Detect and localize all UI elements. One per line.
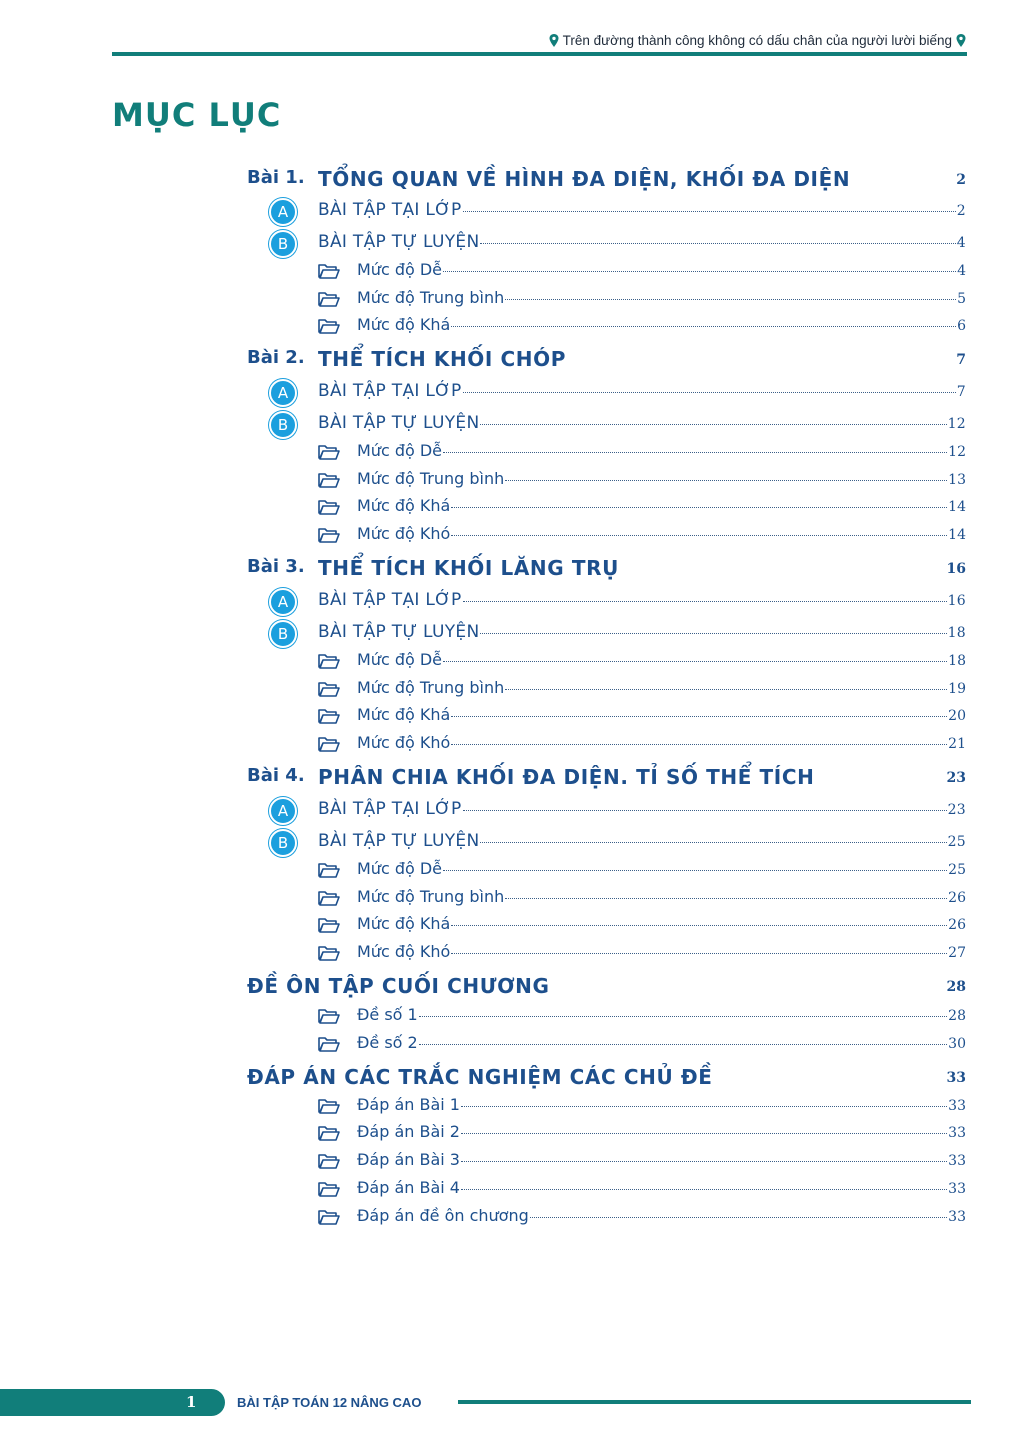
- lesson-page: 16: [946, 561, 966, 577]
- toc-subsection[interactable]: [0, 260, 1024, 286]
- subsection-page: 27: [948, 945, 966, 961]
- folder-open-icon: [318, 291, 340, 307]
- subsection-page: 14: [948, 499, 966, 515]
- section-label: BÀI TẬP TẠI LỚP: [318, 799, 462, 819]
- folder-open-icon: [318, 444, 340, 460]
- map-pin-icon: [956, 34, 966, 47]
- subsection-label: Mức độ Khá: [357, 315, 451, 334]
- subsection-page: 20: [948, 708, 966, 724]
- folder-open-icon: [318, 736, 340, 752]
- header-rule: [112, 52, 967, 56]
- subsection-label: Đáp án Bài 3: [357, 1150, 460, 1169]
- section-label: BÀI TẬP TẠI LỚP: [318, 381, 462, 401]
- subsection-label: Đề số 2: [357, 1033, 418, 1052]
- header-motto: [549, 33, 966, 48]
- subsection-page: 14: [948, 527, 966, 543]
- subsection-page: 26: [948, 890, 966, 906]
- section-page: 4: [956, 235, 966, 251]
- toc-review[interactable]: [0, 974, 1024, 1000]
- section-badge-b: B: [269, 620, 297, 648]
- subsection-label: Mức độ Trung bình: [357, 887, 505, 906]
- section-page: 23: [947, 802, 966, 818]
- folder-open-icon: [318, 499, 340, 515]
- folder-open-icon: [318, 708, 340, 724]
- subsection-page: 19: [948, 681, 966, 697]
- folder-open-icon: [318, 1036, 340, 1052]
- subsection-page: 28: [948, 1008, 966, 1024]
- toc-answers[interactable]: [0, 1065, 1024, 1091]
- toc-subsection[interactable]: [0, 705, 1024, 731]
- section-label: BÀI TẬP TỰ LUYỆN: [318, 831, 480, 851]
- subsection-label: Mức độ Khó: [357, 524, 451, 543]
- section-badge-b: B: [269, 411, 297, 439]
- section-badge-a: A: [269, 198, 297, 226]
- toc-subsection[interactable]: [0, 1150, 1024, 1176]
- toc-section-a[interactable]: [0, 381, 1024, 407]
- toc-subsection[interactable]: [0, 1033, 1024, 1059]
- folder-open-icon: [318, 945, 340, 961]
- section-badge-a: A: [269, 588, 297, 616]
- toc-subsection[interactable]: [0, 1095, 1024, 1121]
- toc-section-b[interactable]: [0, 831, 1024, 857]
- lesson-page: 2: [956, 172, 966, 188]
- subsection-page: 21: [948, 736, 966, 752]
- lesson-title: THỂ TÍCH KHỐI LĂNG TRỤ: [318, 556, 619, 580]
- chapter-page: 28: [946, 979, 966, 995]
- section-badge-a: A: [269, 797, 297, 825]
- toc-subsection[interactable]: [0, 887, 1024, 913]
- toc-section-a[interactable]: [0, 200, 1024, 226]
- chapter-title: ĐÁP ÁN CÁC TRẮC NGHIỆM CÁC CHỦ ĐỀ: [247, 1065, 713, 1089]
- toc-subsection[interactable]: [0, 942, 1024, 968]
- subsection-label: Mức độ Dễ: [357, 260, 443, 279]
- toc-section-a[interactable]: [0, 590, 1024, 616]
- subsection-label: Mức độ Trung bình: [357, 288, 505, 307]
- section-page: 7: [956, 384, 966, 400]
- folder-open-icon: [318, 890, 340, 906]
- toc-subsection[interactable]: [0, 1122, 1024, 1148]
- subsection-page: 25: [948, 862, 966, 878]
- page-title: MỤC LỤC: [112, 96, 282, 134]
- subsection-label: Mức độ Khá: [357, 914, 451, 933]
- subsection-label: Mức độ Khó: [357, 733, 451, 752]
- subsection-label: Đáp án Bài 1: [357, 1095, 460, 1114]
- subsection-page: 6: [957, 318, 966, 334]
- section-label: BÀI TẬP TẠI LỚP: [318, 200, 462, 220]
- folder-open-icon: [318, 527, 340, 543]
- subsection-page: 33: [948, 1209, 966, 1225]
- subsection-label: Mức độ Dễ: [357, 441, 443, 460]
- folder-open-icon: [318, 1125, 340, 1141]
- toc-section-b[interactable]: [0, 622, 1024, 648]
- subsection-page: 33: [948, 1181, 966, 1197]
- folder-open-icon: [318, 653, 340, 669]
- subsection-label: Mức độ Khó: [357, 942, 451, 961]
- toc-subsection[interactable]: [0, 859, 1024, 885]
- toc-subsection[interactable]: [0, 733, 1024, 759]
- subsection-page: 33: [948, 1098, 966, 1114]
- subsection-page: 30: [948, 1036, 966, 1052]
- toc-subsection[interactable]: [0, 678, 1024, 704]
- lesson-number: Bài 2.: [247, 347, 305, 368]
- section-page: 12: [947, 416, 966, 432]
- subsection-label: Đáp án đề ôn chương: [357, 1206, 529, 1225]
- folder-open-icon: [318, 318, 340, 334]
- toc-section-a[interactable]: [0, 799, 1024, 825]
- subsection-label: Mức độ Khá: [357, 705, 451, 724]
- folder-open-icon: [318, 917, 340, 933]
- toc-subsection[interactable]: [0, 496, 1024, 522]
- toc-subsection[interactable]: [0, 288, 1024, 314]
- section-badge-a: A: [269, 379, 297, 407]
- toc-lesson-2[interactable]: [0, 347, 1024, 373]
- toc-subsection[interactable]: [0, 524, 1024, 550]
- section-badge-b: B: [269, 230, 297, 258]
- toc-subsection[interactable]: [0, 315, 1024, 341]
- section-label: BÀI TẬP TỰ LUYỆN: [318, 232, 480, 252]
- section-label: BÀI TẬP TỰ LUYỆN: [318, 413, 480, 433]
- folder-open-icon: [318, 1181, 340, 1197]
- section-page: 18: [947, 625, 966, 641]
- lesson-page: 23: [946, 770, 966, 786]
- folder-open-icon: [318, 263, 340, 279]
- chapter-title: ĐỀ ÔN TẬP CUỐI CHƯƠNG: [247, 974, 550, 998]
- section-badge-b: B: [269, 829, 297, 857]
- toc-subsection[interactable]: [0, 1206, 1024, 1232]
- toc-subsection[interactable]: [0, 469, 1024, 495]
- toc-lesson-3[interactable]: [0, 556, 1024, 582]
- subsection-page: 4: [957, 263, 966, 279]
- toc-subsection[interactable]: [0, 914, 1024, 940]
- footer-page-number: 1: [186, 1393, 197, 1411]
- folder-open-icon: [318, 862, 340, 878]
- folder-open-icon: [318, 681, 340, 697]
- subsection-label: Mức độ Khá: [357, 496, 451, 515]
- section-label: BÀI TẬP TỰ LUYỆN: [318, 622, 480, 642]
- lesson-number: Bài 1.: [247, 167, 305, 188]
- subsection-label: Mức độ Trung bình: [357, 469, 505, 488]
- section-page: 25: [947, 834, 966, 850]
- subsection-page: 18: [948, 653, 966, 669]
- toc-subsection[interactable]: [0, 441, 1024, 467]
- toc-lesson-1[interactable]: [0, 167, 1024, 193]
- subsection-page: 13: [948, 472, 966, 488]
- footer-rule: [458, 1400, 971, 1404]
- lesson-title: THỂ TÍCH KHỐI CHÓP: [318, 347, 566, 371]
- toc-lesson-4[interactable]: [0, 765, 1024, 791]
- toc-section-b[interactable]: [0, 413, 1024, 439]
- lesson-title: TỔNG QUAN VỀ HÌNH ĐA DIỆN, KHỐI ĐA DIỆN: [318, 167, 851, 191]
- subsection-label: Mức độ Dễ: [357, 859, 443, 878]
- subsection-label: Đáp án Bài 2: [357, 1122, 460, 1141]
- subsection-page: 33: [948, 1153, 966, 1169]
- toc-subsection[interactable]: [0, 1005, 1024, 1031]
- toc-section-b[interactable]: [0, 232, 1024, 258]
- folder-open-icon: [318, 1098, 340, 1114]
- subsection-label: Mức độ Trung bình: [357, 678, 505, 697]
- folder-open-icon: [318, 1209, 340, 1225]
- folder-open-icon: [318, 1008, 340, 1024]
- lesson-number: Bài 3.: [247, 556, 305, 577]
- toc-subsection[interactable]: [0, 1178, 1024, 1204]
- subsection-label: Đề số 1: [357, 1005, 418, 1024]
- toc-subsection[interactable]: [0, 650, 1024, 676]
- lesson-number: Bài 4.: [247, 765, 305, 786]
- footer-book-title: BÀI TẬP TOÁN 12 NÂNG CAO: [237, 1395, 422, 1410]
- section-page: 2: [956, 203, 966, 219]
- chapter-page: 33: [946, 1070, 966, 1086]
- subsection-page: 26: [948, 917, 966, 933]
- header-motto-text: Trên đường thành công không có dấu chân của người lười biếng: [562, 33, 952, 48]
- map-pin-icon: [549, 34, 559, 47]
- lesson-page: 7: [956, 352, 966, 368]
- subsection-label: Đáp án Bài 4: [357, 1178, 460, 1197]
- lesson-title: PHÂN CHIA KHỐI ĐA DIỆN. TỈ SỐ THỂ TÍCH: [318, 765, 815, 789]
- folder-open-icon: [318, 1153, 340, 1169]
- subsection-page: 33: [948, 1125, 966, 1141]
- subsection-page: 5: [957, 291, 966, 307]
- folder-open-icon: [318, 472, 340, 488]
- section-label: BÀI TẬP TẠI LỚP: [318, 590, 462, 610]
- subsection-page: 12: [948, 444, 966, 460]
- subsection-label: Mức độ Dễ: [357, 650, 443, 669]
- section-page: 16: [947, 593, 966, 609]
